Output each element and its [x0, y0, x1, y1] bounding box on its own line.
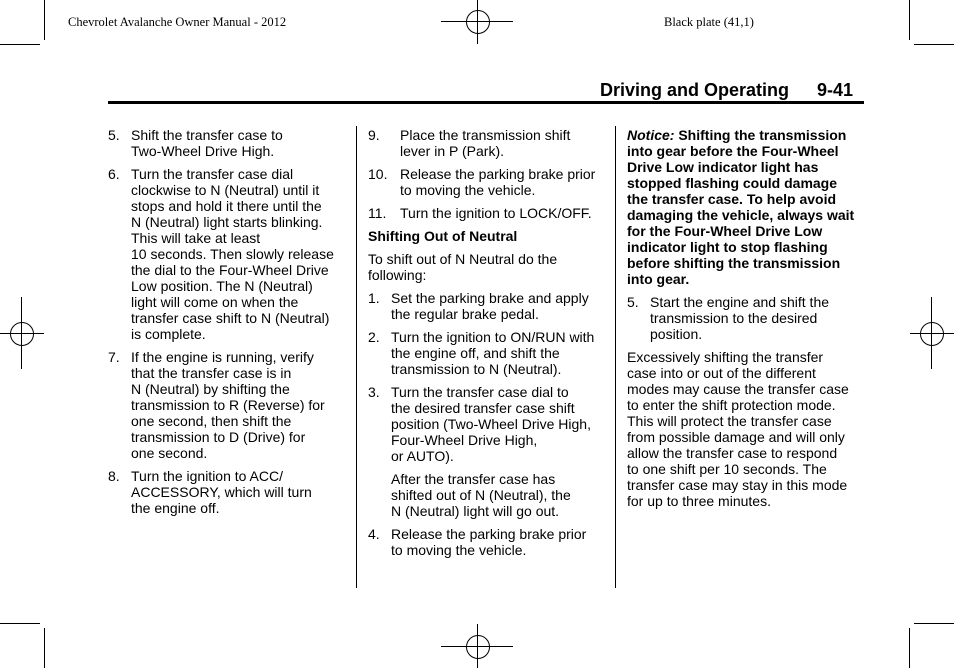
- step-number: 11.: [368, 205, 387, 221]
- text-line: Low position. The N (Neutral): [131, 278, 313, 294]
- notice: [627, 127, 867, 287]
- list-item: [108, 127, 348, 159]
- text-line: transfer case may stay in this mode: [627, 477, 848, 493]
- text-line: into gear before the Four-Wheel: [627, 143, 839, 159]
- text-line: the engine off, and shift the: [391, 345, 560, 361]
- page-number: 9-41: [817, 80, 854, 100]
- step-number: 8.: [108, 468, 120, 484]
- step-list: [368, 127, 608, 221]
- text-line: is complete.: [131, 326, 206, 342]
- text-line: Turn the ignition to LOCK/OFF.: [400, 205, 592, 221]
- step-number: 5.: [627, 294, 639, 310]
- text-line: transmission to D (Drive) for: [131, 429, 306, 445]
- text-line: allow the transfer case to respond: [627, 445, 838, 461]
- list-item: [627, 294, 867, 342]
- intro-paragraph: [368, 251, 608, 283]
- text-line: Shifting the transmission: [674, 127, 847, 143]
- text-line: the dial to the Four-Wheel Drive: [131, 262, 329, 278]
- text-line: that the transfer case is in: [131, 365, 292, 381]
- manual-title: Chevrolet Avalanche Owner Manual - 2012: [68, 15, 287, 29]
- page-header: [600, 80, 853, 101]
- step-number: 3.: [368, 384, 380, 400]
- text-line: Drive Low indicator light has: [627, 159, 819, 175]
- step-list: [108, 127, 348, 516]
- text-line: Turn the ignition to ON/RUN with: [391, 329, 595, 345]
- text-line: stopped flashing could damage: [627, 175, 838, 191]
- step-number: 1.: [368, 290, 380, 306]
- text-line: Turn the transfer case dial: [131, 166, 294, 182]
- step-number: 5.: [108, 127, 120, 143]
- text-line: transfer case shift to N (Neutral): [131, 310, 330, 326]
- text-line: the desired transfer case shift: [391, 400, 575, 416]
- list-item: [108, 166, 348, 342]
- text-line: To shift out of N Neutral do the: [368, 251, 558, 267]
- text-line: light will come on when the: [131, 294, 299, 310]
- text-line: This will protect the transfer case: [627, 413, 832, 429]
- text-line: or AUTO).: [391, 448, 454, 464]
- body-paragraph: [627, 349, 867, 509]
- text-line: the transfer case. To help avoid: [627, 191, 837, 207]
- text-line: N (Neutral) by shifting the: [131, 381, 290, 397]
- text-line: to moving the vehicle.: [391, 542, 527, 558]
- text-line: indicator light to stop flashing: [627, 239, 828, 255]
- text-line: transmission to N (Neutral).: [391, 361, 562, 377]
- text-line: the regular brake pedal.: [391, 306, 539, 322]
- text-line: before shifting the transmission: [627, 255, 841, 271]
- text-line: clockwise to N (Neutral) until it: [131, 182, 320, 198]
- subsection-heading: Shifting Out of Neutral: [368, 228, 518, 244]
- text-line: Release the parking brake prior: [400, 166, 596, 182]
- text-line: Start the engine and shift the: [650, 294, 830, 310]
- text-line: Turn the transfer case dial to: [391, 384, 569, 400]
- text-line: case into or out of the different: [627, 365, 816, 381]
- text-line: transmission to R (Reverse) for: [131, 397, 325, 413]
- text-line: Two-Wheel Drive High.: [131, 143, 275, 159]
- step-list: [627, 294, 867, 342]
- text-line: position (Two-Wheel Drive High,: [391, 416, 591, 432]
- text-line: Turn the ignition to ACC/: [131, 468, 284, 484]
- list-item: [368, 205, 608, 221]
- text-line: Set the parking brake and apply: [391, 290, 589, 306]
- text-line: Four-Wheel Drive High,: [391, 432, 538, 448]
- text-line: one second, then shift the: [131, 413, 292, 429]
- text-line: one second.: [131, 445, 208, 461]
- text-line: This will take at least: [131, 230, 261, 246]
- column-3: [627, 127, 867, 516]
- text-line: damaging the vehicle, always wait: [627, 207, 855, 223]
- text-line: into gear.: [627, 271, 690, 287]
- text-line: After the transfer case has: [391, 471, 556, 487]
- section-title: Driving and Operating: [600, 80, 790, 100]
- text-line: for up to three minutes.: [627, 493, 771, 509]
- text-line: Release the parking brake prior: [391, 526, 587, 542]
- text-line: N (Neutral) light will go out.: [391, 503, 560, 519]
- column-divider: [356, 126, 357, 588]
- notice-label: Notice:: [627, 127, 675, 143]
- text-line: following:: [368, 267, 427, 283]
- text-line: 10 seconds. Then slowly release: [131, 246, 334, 262]
- text-line: stops and hold it there until the: [131, 198, 322, 214]
- text-line: modes may cause the transfer case: [627, 381, 849, 397]
- text-line: to moving the vehicle.: [400, 182, 536, 198]
- text-line: transmission to the desired: [650, 310, 818, 326]
- list-item: [368, 526, 608, 558]
- text-line: shifted out of N (Neutral), the: [391, 487, 571, 503]
- text-line: Shift the transfer case to: [131, 127, 283, 143]
- column-2: [368, 127, 608, 565]
- list-item: [368, 127, 608, 159]
- text-line: the engine off.: [131, 500, 220, 516]
- text-line: Place the transmission shift: [400, 127, 571, 143]
- step-list: [368, 526, 608, 558]
- text-line: from possible damage and will only: [627, 429, 845, 445]
- column-divider: [615, 126, 616, 588]
- text-line: position.: [650, 326, 703, 342]
- text-line: ACCESSORY, which will turn: [131, 484, 312, 500]
- list-item: [368, 166, 608, 198]
- text-line: N (Neutral) light starts blinking.: [131, 214, 323, 230]
- text-line: to enter the shift protection mode.: [627, 397, 836, 413]
- list-item: [368, 384, 608, 464]
- step-number: 6.: [108, 166, 120, 182]
- step-number: 10.: [368, 166, 388, 182]
- list-item: [368, 329, 608, 377]
- step-note: [391, 471, 608, 519]
- plate-label: Black plate (41,1): [664, 15, 754, 29]
- list-item: [108, 468, 348, 516]
- list-item: [368, 290, 608, 322]
- step-number: 7.: [108, 349, 120, 365]
- step-number: 9.: [368, 127, 380, 143]
- text-line: Excessively shifting the transfer: [627, 349, 824, 365]
- header-rule: [108, 101, 864, 104]
- text-line: for the Four-Wheel Drive Low: [627, 223, 823, 239]
- list-item: [108, 349, 348, 461]
- step-number: 4.: [368, 526, 380, 542]
- text-line: lever in P (Park).: [400, 143, 504, 159]
- text-line: to one shift per 10 seconds. The: [627, 461, 827, 477]
- column-1: [108, 127, 348, 523]
- step-number: 2.: [368, 329, 380, 345]
- text-line: If the engine is running, verify: [131, 349, 314, 365]
- step-list: [368, 290, 608, 464]
